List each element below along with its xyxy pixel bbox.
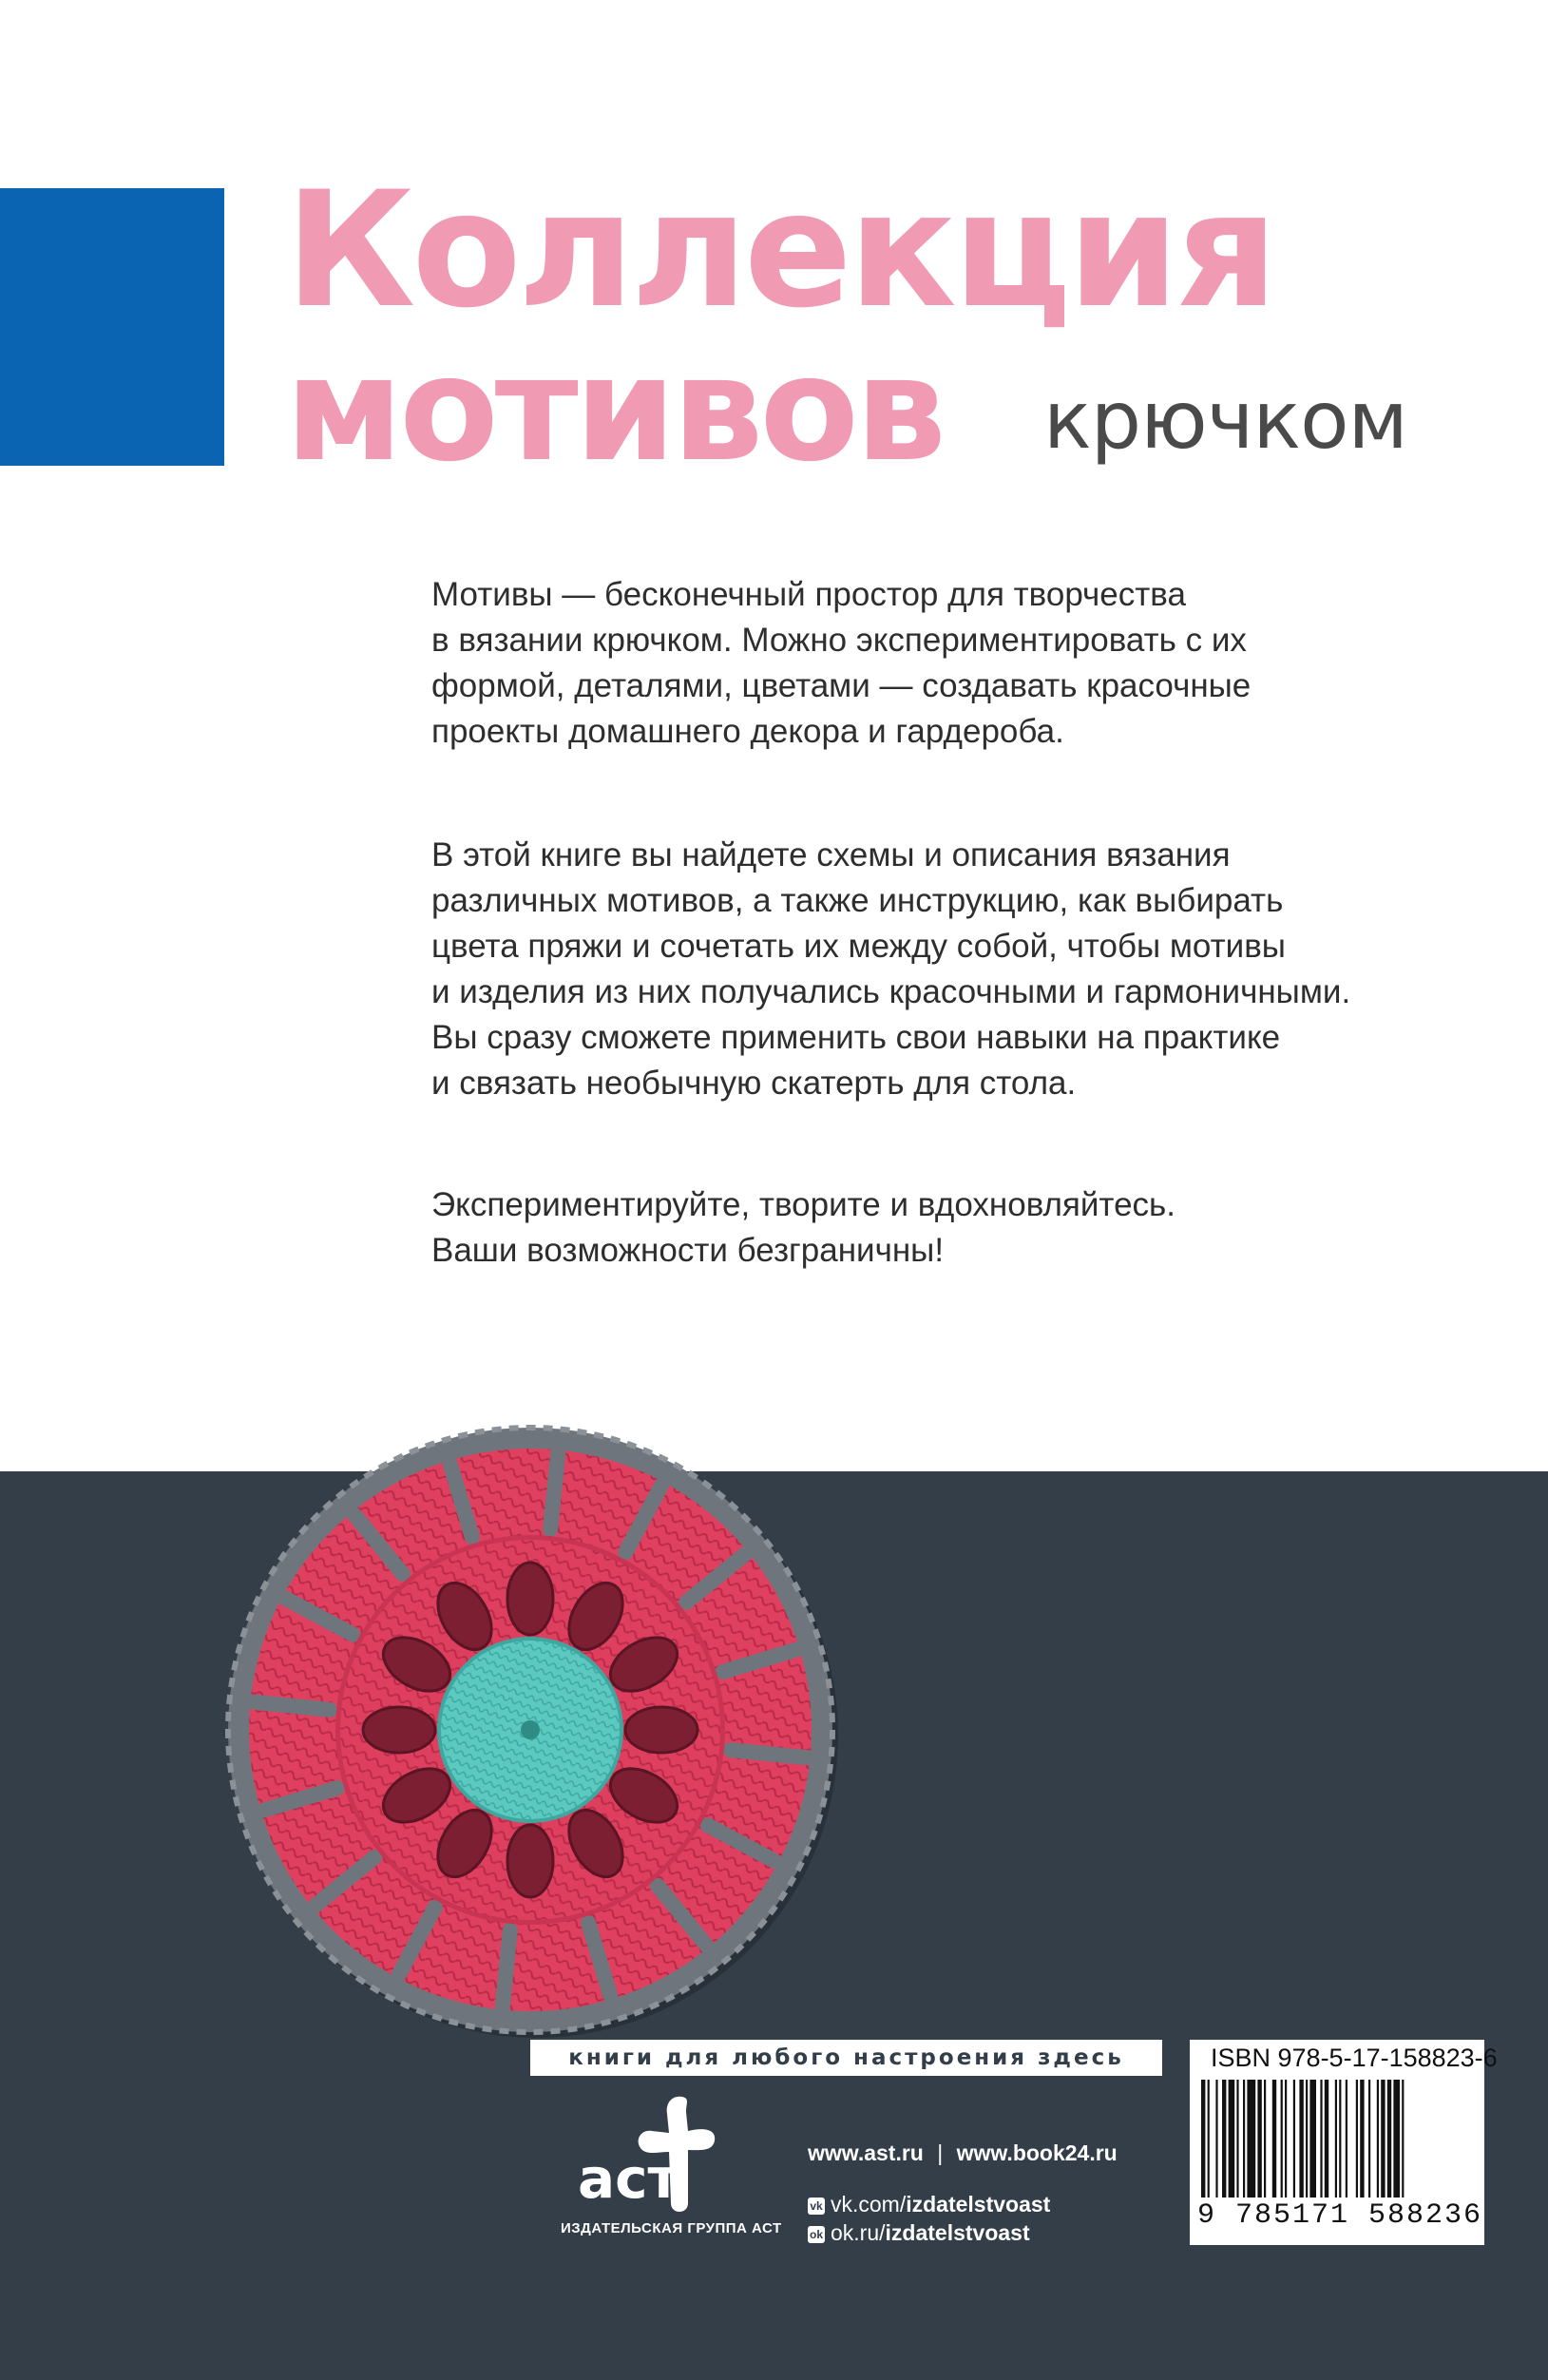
text-line: формой, деталями, цветами — создавать красочные: [431, 667, 1252, 704]
barcode-bar: [1285, 2080, 1287, 2198]
publisher-name: ИЗДАТЕЛЬСКАЯ ГРУППА АСТ: [561, 2220, 782, 2236]
text-line: и изделия из них получались красочными и гармоничными.: [431, 973, 1351, 1010]
barcode-bar: [1306, 2080, 1308, 2198]
barcode-bar: [1393, 2080, 1400, 2198]
barcode-bar: [1402, 2080, 1404, 2198]
text-line: в вязании крючком. Можно экспериментировать с их: [431, 622, 1247, 659]
barcode-bar: [1368, 2080, 1370, 2198]
isbn-number: ISBN 978-5-17-158823-6: [1211, 2044, 1498, 2072]
text-line: Вы сразу сможете применить свои навыки на практике: [431, 1019, 1281, 1056]
barcode-bar: [1243, 2080, 1245, 2198]
barcode-bar: [1381, 2080, 1385, 2198]
spoke-stitch: [503, 1930, 510, 2006]
description-paragraph-2: [431, 833, 1420, 1106]
text-line: различных мотивов, а также инструкцию, как выбирать: [431, 882, 1284, 919]
publisher-links: [808, 2139, 1118, 2247]
spoke-stitch: [550, 1453, 558, 1529]
text-line: цвета пряжи и сочетать их между собой, чтобы мотивы: [431, 928, 1286, 965]
text-line: Мотивы — бесконечный простор для творчества: [431, 576, 1186, 613]
text-line: В этой книге вы найдете схемы и описания вязания: [431, 836, 1231, 873]
vk-icon: vk: [808, 2198, 825, 2215]
puff-stitch: [507, 1825, 553, 1897]
puff-stitch: [363, 1707, 435, 1753]
puff-stitch: [625, 1707, 698, 1753]
link-ast-site[interactable]: www.ast.ru: [808, 2140, 924, 2165]
ast-logo: [570, 2091, 732, 2224]
barcode-bar: [1320, 2080, 1322, 2198]
barcode-bar: [1293, 2080, 1295, 2198]
barcode-bar: [1335, 2080, 1337, 2198]
description-paragraph-1: [431, 572, 1420, 755]
barcode-digits: 9 785171 588236: [1197, 2199, 1483, 2232]
barcode-bar: [1222, 2080, 1226, 2198]
barcode-bar: [1377, 2080, 1379, 2198]
vk-handle: izdatelstvoast: [906, 2192, 1051, 2217]
websites-row: [808, 2139, 1118, 2167]
barcode-bar: [1236, 2080, 1238, 2198]
link-book24-site[interactable]: www.book24.ru: [956, 2140, 1118, 2165]
barcode-bar: [1257, 2080, 1261, 2198]
barcode-bar: [1299, 2080, 1303, 2198]
text-line: Ваши возможности безграничны!: [431, 1232, 945, 1269]
barcode-bar: [1360, 2080, 1364, 2198]
barcode-bar: [1247, 2080, 1255, 2198]
barcode-bar: [1201, 2080, 1205, 2198]
description-paragraph-3: [431, 1182, 1420, 1274]
barcode-bar: [1346, 2080, 1347, 2198]
ok-icon: ok: [809, 2227, 823, 2241]
barcode-bar: [1264, 2080, 1266, 2198]
link-separator: |: [937, 2140, 944, 2165]
blue-accent-block: [0, 188, 224, 466]
barcode-bar: [1356, 2080, 1358, 2198]
barcode-bar: [1339, 2080, 1341, 2198]
barcode-bar: [1208, 2080, 1210, 2198]
spoke-stitch: [254, 1702, 330, 1710]
title-line-2: мотивов: [285, 325, 944, 493]
title-line-1: Коллекция: [285, 157, 1274, 343]
tagline-banner: книги для любого настроения здесь: [530, 2040, 1162, 2076]
text-line: проекты домашнего декора и гардероба.: [431, 713, 1064, 750]
text-line: Экспериментируйте, творите и вдохновляйтесь.: [431, 1186, 1175, 1223]
barcode-bar: [1215, 2080, 1217, 2198]
barcode-bar: [1281, 2080, 1283, 2198]
crochet-motif-image: [217, 1416, 844, 2044]
isbn-barcode-block: [1190, 2040, 1498, 2245]
barcode-image: [1201, 2080, 1477, 2198]
text-line: и связать необычную скатерть для стола.: [431, 1065, 1077, 1102]
vk-prefix: vk.com/: [831, 2192, 907, 2217]
barcode-bar: [1272, 2080, 1276, 2198]
ok-row[interactable]: [808, 2218, 1118, 2247]
logo-text: аст: [578, 2146, 680, 2211]
barcode-bar: [1229, 2080, 1235, 2198]
title-subtitle: крючком: [1043, 374, 1407, 467]
ok-handle: izdatelstvoast: [885, 2220, 1030, 2245]
barcode-bar: [1387, 2080, 1391, 2198]
barcode-bar: [1325, 2080, 1328, 2198]
barcode-bar: [1309, 2080, 1316, 2198]
spoke-stitch: [731, 1750, 807, 1757]
ok-prefix: ok.ru/: [831, 2220, 886, 2245]
vk-row[interactable]: [808, 2190, 1118, 2218]
puff-stitch: [507, 1563, 553, 1635]
